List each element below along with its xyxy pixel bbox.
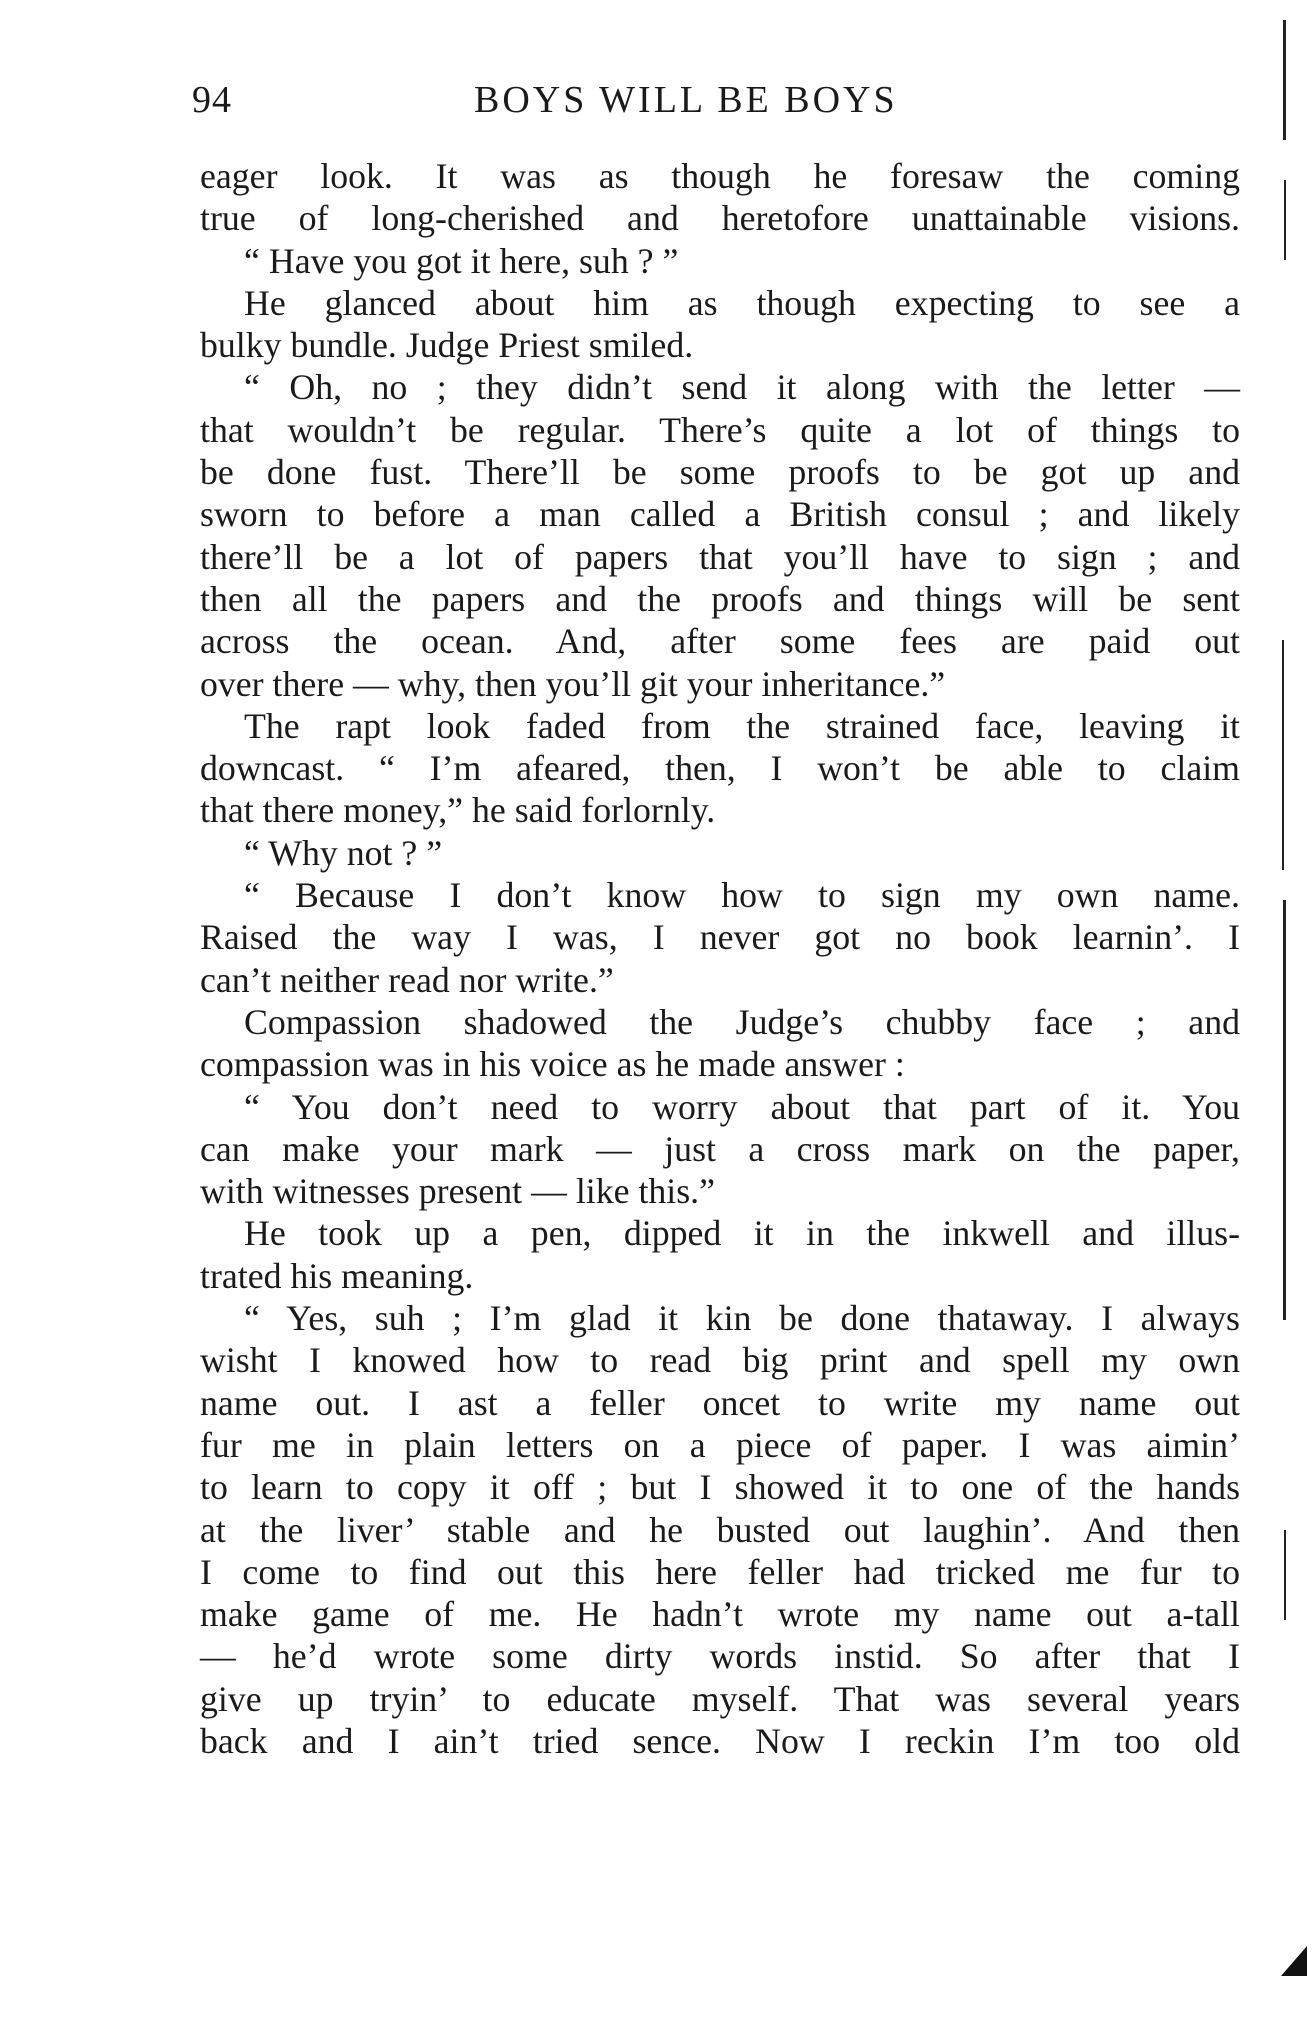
text-line: eager look. It was as though he foresaw the coming — [200, 156, 1240, 196]
text-line: The rapt look faded from the strained face, leaving it — [244, 705, 1240, 746]
text-line: wisht I knowed how to read big print and spell my own — [200, 1340, 1240, 1381]
scan-edge-line — [1284, 1530, 1286, 1620]
text-line: bulky bundle. Judge Priest smiled. — [200, 325, 694, 366]
scan-edge-line — [1283, 900, 1286, 1320]
running-title: BOYS WILL BE BOYS — [474, 79, 898, 121]
text-line: make game of me. He hadn’t wrote my name out a-tall — [200, 1594, 1240, 1635]
text-line: over there — why, then you’ll git your inheritance.” — [200, 663, 946, 704]
text-line: “ Have you got it here, suh ? ” — [244, 240, 679, 281]
text-line: downcast. “ I’m afeared, then, I won’t be able to claim — [200, 748, 1240, 789]
text-line: with witnesses present — like this.” — [200, 1171, 715, 1212]
text-line: fur me in plain letters on a piece of paper. I was aimin’ — [200, 1424, 1240, 1465]
text-line: I come to find out this here feller had tricked me fur to — [200, 1551, 1240, 1592]
running-head — [192, 78, 1242, 138]
text-line: sworn to before a man called a British consul ; and likely — [200, 494, 1240, 535]
text-line: name out. I ast a feller oncet to write my name out — [200, 1382, 1240, 1423]
text-line: — he’d wrote some dirty words instid. So after that I — [200, 1636, 1240, 1677]
text-line: compassion was in his voice as he made answer : — [200, 1044, 905, 1085]
text-line: that there money,” he said forlornly. — [200, 790, 716, 831]
text-line: “ Yes, suh ; I’m glad it kin be done thataway. I always — [244, 1298, 1240, 1339]
text-line: be done fust. There’ll be some proofs to be got up and — [200, 452, 1240, 493]
scan-edge-line — [1284, 180, 1286, 260]
text-line: there’ll be a lot of papers that you’ll have to sign ; and — [200, 536, 1240, 577]
text-line: that wouldn’t be regular. There’s quite a lot of things to — [200, 409, 1240, 450]
text-line: “ Because I don’t know how to sign my own name. — [244, 875, 1240, 916]
text-line: “ Why not ? ” — [244, 832, 443, 873]
text-line: across the ocean. And, after some fees are paid out — [200, 621, 1240, 662]
text-line: He took up a pen, dipped it in the inkwell and illus- — [244, 1213, 1240, 1254]
text-line: give up tryin’ to educate myself. That was several years — [200, 1678, 1240, 1719]
text-line: true of long-cherished and heretofore unattainable visions. — [200, 198, 1240, 239]
scan-corner-mark — [1281, 1946, 1307, 1976]
text-line: Raised the way I was, I never got no book learnin’. I — [200, 917, 1240, 958]
text-line: He glanced about him as though expecting to see a — [244, 282, 1240, 323]
scan-edge-line — [1283, 20, 1286, 140]
text-line: trated his meaning. — [200, 1255, 474, 1296]
text-line: at the liver’ stable and he busted out laughin’. And then — [200, 1509, 1240, 1550]
text-line: “ You don’t need to worry about that part of it. You — [244, 1086, 1240, 1127]
text-line: back and I ain’t tried sence. Now I reckin I’m too old — [200, 1720, 1240, 1761]
text-line: Compassion shadowed the Judge’s chubby face ; and — [244, 1001, 1240, 1042]
body-text — [200, 155, 1240, 1762]
scan-edge-line — [1282, 640, 1284, 870]
text-line: can make your mark — just a cross mark on the paper, — [200, 1128, 1240, 1169]
page-number: 94 — [192, 79, 232, 121]
text-line: “ Oh, no ; they didn’t send it along with the letter — — [244, 367, 1240, 408]
text-line: then all the papers and the proofs and things will be sent — [200, 578, 1240, 619]
text-line: to learn to copy it off ; but I showed it to one of the hands — [200, 1467, 1240, 1508]
text-line: can’t neither read nor write.” — [200, 959, 614, 1000]
